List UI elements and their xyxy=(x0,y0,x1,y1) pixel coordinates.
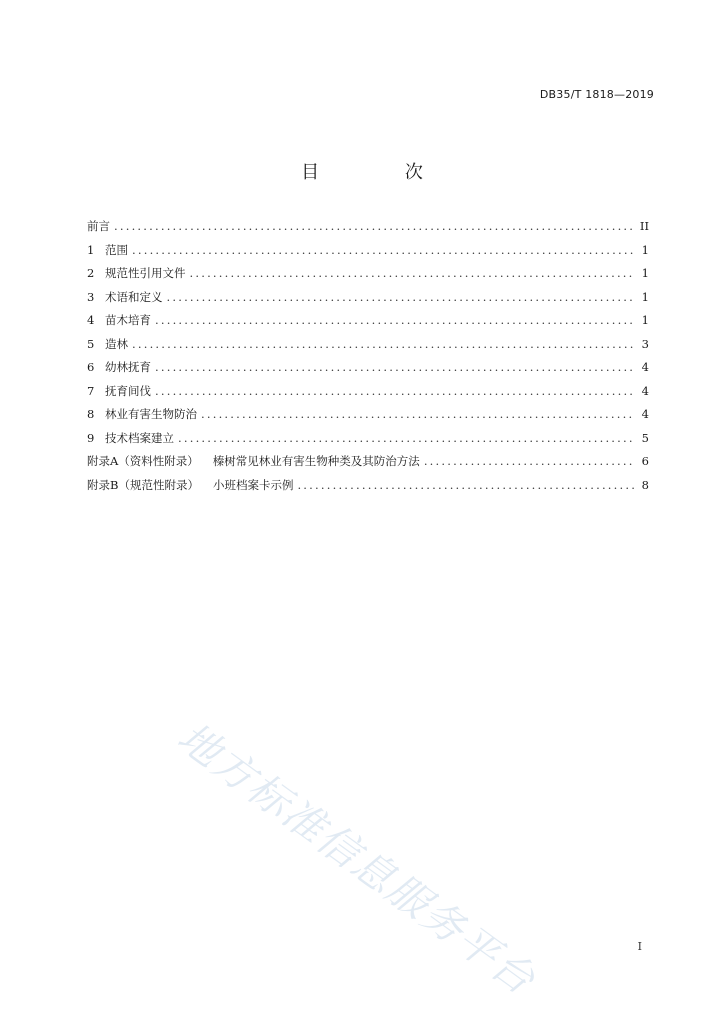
toc-leader-dots xyxy=(167,290,636,304)
toc-leader-dots xyxy=(132,337,635,351)
toc-entry[interactable] xyxy=(87,289,649,313)
toc-entry-page: 1 xyxy=(641,289,649,304)
toc-entry-subtitle: 小班档案卡示例 xyxy=(212,477,294,492)
toc-leader-dots xyxy=(178,431,635,445)
toc-entry-number: 3 xyxy=(87,289,95,304)
toc-entry-number: 8 xyxy=(87,407,95,421)
toc-entry-label: 前言 xyxy=(87,219,110,233)
toc-entry-page: 4 xyxy=(641,360,649,374)
toc-entry-page: 1 xyxy=(641,313,649,327)
toc-entry-label: 附录B（规范性附录） xyxy=(87,477,199,492)
toc-entry-label: 抚育间伐 xyxy=(105,383,151,398)
toc-leader-dots xyxy=(132,243,635,257)
toc-entry-label: 造林 xyxy=(105,336,128,351)
toc-leader-dots xyxy=(190,266,636,280)
toc-entry-label: 林业有害生物防治 xyxy=(105,407,197,421)
toc-entry[interactable] xyxy=(87,265,649,289)
toc-leader-dots xyxy=(155,313,635,327)
toc-entry[interactable] xyxy=(87,406,649,430)
toc-leader-dots xyxy=(201,407,635,421)
toc-entry-label: 规范性引用文件 xyxy=(105,266,186,280)
toc-entry[interactable] xyxy=(87,242,649,266)
document-code: DB35/T 1818—2019 xyxy=(539,88,654,101)
toc-entry-page: 4 xyxy=(641,383,649,398)
toc-entry-label: 附录A（资料性附录） xyxy=(87,454,199,468)
toc-entry-label: 技术档案建立 xyxy=(105,430,174,445)
toc-entry[interactable] xyxy=(87,312,649,336)
toc-entry-page: 4 xyxy=(641,407,649,421)
toc-entry-page: 1 xyxy=(641,266,649,280)
toc-leader-dots xyxy=(424,454,635,468)
toc-entry-number: 1 xyxy=(87,242,95,257)
toc-entry[interactable] xyxy=(87,336,649,360)
toc-entry[interactable] xyxy=(87,359,649,383)
toc-entry-page: 3 xyxy=(641,336,649,351)
toc-entry[interactable] xyxy=(87,430,649,454)
toc-entry-page: 6 xyxy=(641,454,649,468)
page-number: I xyxy=(637,940,642,953)
toc-entry-label: 幼林抚育 xyxy=(105,360,151,374)
toc-entry-subtitle: 榛树常见林业有害生物种类及其防治方法 xyxy=(212,454,420,468)
toc-entry-page: 8 xyxy=(641,477,649,492)
table-of-contents xyxy=(87,218,649,500)
toc-entry[interactable] xyxy=(87,453,649,477)
toc-entry-number: 4 xyxy=(87,313,95,327)
toc-entry-number: 2 xyxy=(87,266,95,280)
toc-entry-page: 5 xyxy=(641,430,649,445)
toc-entry-label: 苗木培育 xyxy=(105,313,151,327)
toc-leader-dots xyxy=(155,360,635,374)
toc-leader-dots xyxy=(114,219,634,233)
watermark: 地方标准信息服务平台 xyxy=(168,712,545,1005)
toc-entry-label: 术语和定义 xyxy=(105,289,163,304)
toc-entry-page: 1 xyxy=(641,242,649,257)
toc-entry-number: 7 xyxy=(87,383,95,398)
toc-entry-label: 范围 xyxy=(105,242,128,257)
toc-entry[interactable] xyxy=(87,218,649,242)
toc-entry-number: 6 xyxy=(87,360,95,374)
toc-leader-dots xyxy=(297,478,635,492)
toc-leader-dots xyxy=(155,384,635,398)
toc-entry-number: 9 xyxy=(87,430,95,445)
toc-entry-page: II xyxy=(639,219,649,233)
toc-entry-number: 5 xyxy=(87,336,95,351)
toc-entry[interactable] xyxy=(87,477,649,501)
page-title: 目 次 xyxy=(301,162,463,183)
toc-entry[interactable] xyxy=(87,383,649,407)
